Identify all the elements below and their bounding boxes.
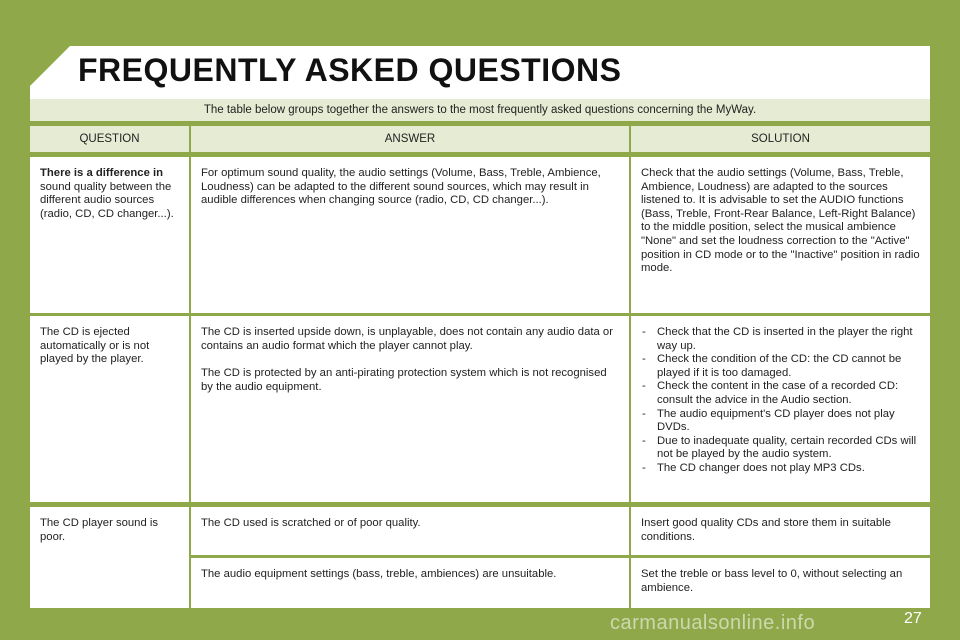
list-item: - The CD changer does not play MP3 CDs. (641, 462, 920, 476)
list-item: - Check the content in the case of a recorded CD: consult the advice in the Audio section. (641, 380, 920, 407)
row3-solution-b: Set the treble or bass level to 0, without selecting an ambience. (631, 558, 930, 608)
row2-answer (191, 316, 629, 502)
row2-answer-paragraph: The CD is protected by an anti-pirating protection system which is not recognised by the audio equipment. (201, 367, 607, 393)
list-item: - Due to inadequate quality, certain recorded CDs will not be played by the audio system. (641, 435, 920, 462)
watermark: carmanualsonline.info (610, 612, 816, 634)
row2-answer-paragraph: The CD is inserted upside down, is unplayable, does not contain any audio data or contains an audio format which the player cannot play. (201, 326, 613, 352)
header-answer: ANSWER (191, 126, 629, 152)
row3-solution-a: Insert good quality CDs and store them in suitable conditions. (631, 507, 930, 555)
page-title: FREQUENTLY ASKED QUESTIONS (78, 52, 622, 88)
row3-answer-a: The CD used is scratched or of poor quality. (191, 507, 629, 555)
list-item: - Check that the CD is inserted in the player the right way up. (641, 326, 920, 353)
list-item: - The audio equipment's CD player does not play DVDs. (641, 408, 920, 435)
page-number: 27 (904, 610, 922, 627)
intro-text: The table below groups together the answers to the most frequently asked questions concerning the MyWay. (30, 99, 930, 121)
row1-question-rest: sound quality between the different audio sources (radio, CD, CD changer...). (40, 180, 174, 220)
row1-question (30, 157, 189, 313)
row1-answer: For optimum sound quality, the audio settings (Volume, Bass, Treble, Ambience, Loudness) can be adapted to the different sound sources, which may result in audible differences when changing source (radio, CD, CD changer...). (191, 157, 629, 313)
row3-question: The CD player sound is poor. (30, 507, 189, 608)
row2-solution (631, 316, 930, 502)
list-item: - Check the condition of the CD: the CD cannot be played if it is too damaged. (641, 353, 920, 380)
row2-question: The CD is ejected automatically or is not played by the player. (30, 316, 189, 502)
row3-answer-b: The audio equipment settings (bass, treble, ambiences) are unsuitable. (191, 558, 629, 608)
row1-solution: Check that the audio settings (Volume, Bass, Treble, Ambience, Loudness) are adapted to the sources listened to. It is advisable to set the AUDIO functions (Bass, Treble, Front-Rear Balance, Left-Right Balance) to the middle position, select the musical ambience "None" and set the loudness correction to the "Active" position in CD mode or to the "Inactive" position in radio mode. (631, 157, 930, 313)
header-solution: SOLUTION (631, 126, 930, 152)
row2-solution-list (641, 326, 920, 476)
header-question: QUESTION (30, 126, 189, 152)
panel-cut-corner (30, 46, 70, 86)
row1-question-lead: There is a difference in (40, 167, 164, 179)
